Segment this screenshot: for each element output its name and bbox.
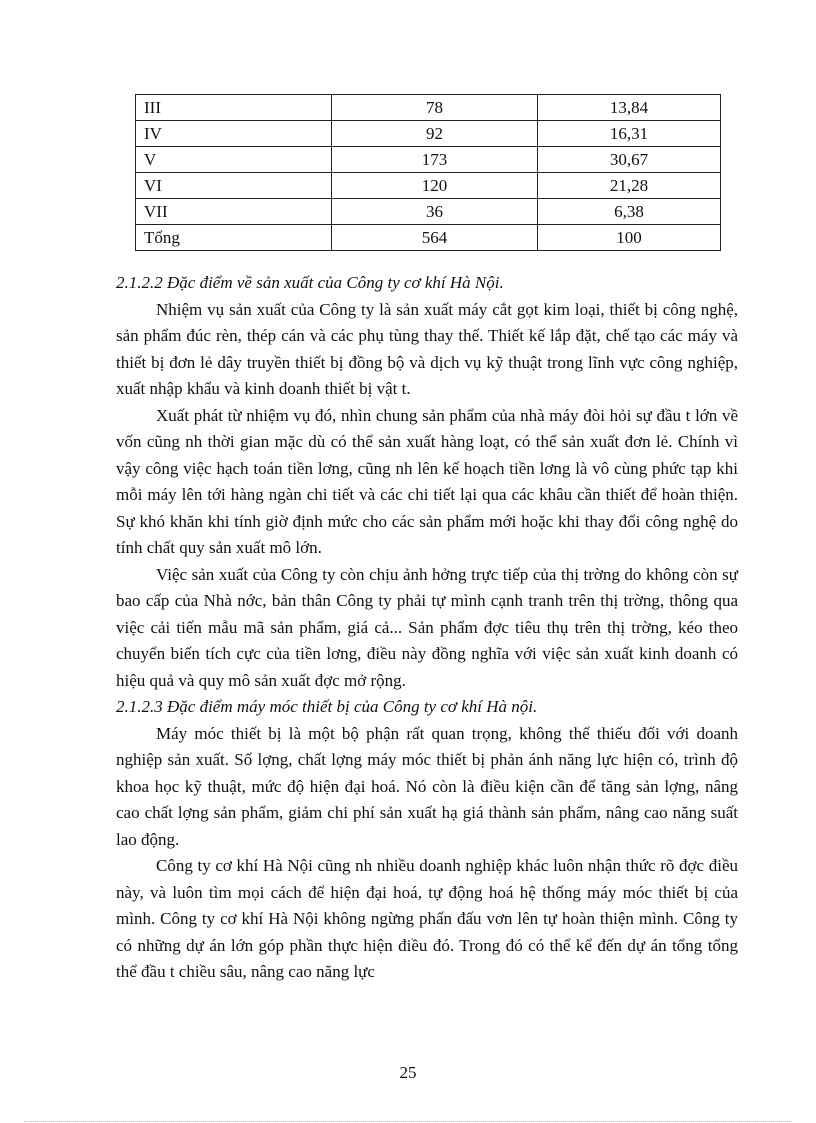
table-row (136, 147, 721, 173)
table-cell-count: 173 (332, 147, 538, 173)
paragraph: Máy móc thiết bị là một bộ phận rất quan trọng, không thể thiếu đối với doanh nghiệp sản xuất. Số lợng, chất lợng máy móc thiết bị phản ánh năng lực hiện có, trình độ khoa học kỹ thuật, mức độ hiện đại hoá. Nó còn là điều kiện cần để tăng sản lợng, nâng cao chất lợng sản phẩm, giảm chi phí sản xuất hạ giá thành sản phẩm, nâng cao năng suất lao động. (116, 723, 738, 849)
table-cell-percent: 6,38 (538, 199, 721, 225)
table-cell-count: 36 (332, 199, 538, 225)
table-cell-count: 92 (332, 121, 538, 147)
table-cell-percent: 16,31 (538, 121, 721, 147)
table-cell-group: VII (136, 199, 332, 225)
paragraph: Công ty cơ khí Hà Nội cũng nh nhiều doanh nghiệp khác luôn nhận thức rõ đợc điều này, và luôn tìm mọi cách để hiện đại hoá, tự động hoá hệ thống máy móc thiết bị của mình. Công ty cơ khí Hà Nội không ngừng phấn đấu vơn lên tự hoàn thiện mình. Công ty có những dự án lớn góp phần thực hiện điều đó. Trong đó có thể kể đến dự án tổng tổng thể đầu t chiều sâu, nâng cao năng lực (116, 856, 738, 981)
table-cell-count: 120 (332, 173, 538, 199)
table-row (136, 199, 721, 225)
paragraph: Nhiệm vụ sản xuất của Công ty là sản xuất máy cắt gọt kim loại, thiết bị công nghệ, sản phẩm đúc rèn, thép cán và các phụ tùng thay thế. Thiết kế lắp đặt, chế tạo các máy và thiết bị đơn lẻ dây truyền thiết bị đồng bộ và dịch vụ kỹ thuật trong lĩnh vực công nghiệp, xuất nhập khẩu và kinh doanh thiết bị vật t. (116, 299, 738, 398)
table-cell-group: IV (136, 121, 332, 147)
stats-table-body (136, 95, 721, 251)
table-cell-group: V (136, 147, 332, 173)
section-heading: 2.1.2.3 Đặc điểm máy móc thiết bị của Công ty cơ khí Hà nội. (116, 697, 538, 716)
section-heading: 2.1.2.2 Đặc điểm về sản xuất của Công ty cơ khí Hà Nội. (116, 273, 504, 292)
table-row-total (136, 225, 721, 251)
stats-table (135, 94, 721, 251)
paragraph: Việc sản xuất của Công ty còn chịu ảnh hởng trực tiếp của thị trờng do không còn sự bao cấp của Nhà nớc, bản thân Công ty phải tự mình cạnh tranh trên thị trờng, thông qua việc cải tiến mẫu mã sản phẩm, giá cả... Sản phẩm đợc tiêu thụ trên thị trờng, kéo theo chuyển biến tích cực của tiền lơng, điều này đồng nghĩa với việc sản xuất kinh doanh có hiệu quả và quy mô sản xuất đợc mở rộng. (116, 564, 738, 690)
table-row (136, 173, 721, 199)
table-cell-group: VI (136, 173, 332, 199)
footer-divider (24, 1121, 792, 1122)
page-number: 25 (399, 1063, 417, 1082)
table-cell-group: Tổng (136, 225, 332, 251)
table-cell-percent: 100 (538, 225, 721, 251)
table-cell-count: 78 (332, 95, 538, 121)
table-row (136, 95, 721, 121)
paragraph: Xuất phát từ nhiệm vụ đó, nhìn chung sản phẩm của nhà máy đòi hỏi sự đầu t lớn về vốn cũng nh thời gian mặc dù có thể sản xuất hàng loạt, có thể sản xuất đơn lẻ. Chính vì vậy công việc hạch toán tiền lơng, cũng nh lên kế hoạch tiền lơng là vô cùng phức tạp khi mỗi máy lên tới hàng ngàn chi tiết và các chi tiết lại qua các khâu cần thiết để hoàn thiện. Sự khó khăn khi tính giờ định mức cho các sản phẩm mới hoặc khi thay đổi công nghệ do tính chất quy sản xuất mô lớn. (116, 405, 738, 557)
table-row (136, 121, 721, 147)
table-cell-count: 564 (332, 225, 538, 251)
table-cell-percent: 30,67 (538, 147, 721, 173)
table-cell-group: III (136, 95, 332, 121)
table-cell-percent: 13,84 (538, 95, 721, 121)
table-cell-percent: 21,28 (538, 173, 721, 199)
body-text (116, 270, 738, 986)
